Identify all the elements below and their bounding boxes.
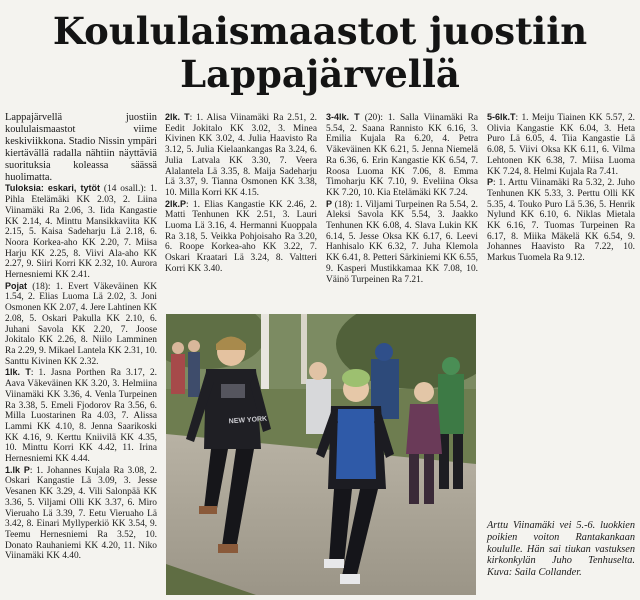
results-text — [326, 112, 478, 285]
results-body: : 1. Meiju Tiainen KK 5.57, 2. Olivia Kangastie KK 6.04, 3. Heta Puro Lä 6.05, 4. Tiia Kangastie Lä 6.08, 5. Viivi Oksa KK 6.11, 6. Vilma Lehtonen KK 6.38, 7. Miisa Luoma KK 7.24, 8. Helmi Kujala Ra 7.41. — [487, 113, 635, 177]
results-text — [5, 183, 157, 562]
results-heading: 5-6lk.T — [487, 112, 516, 122]
results-heading: 2lk. T — [165, 112, 190, 122]
results-heading: 1lk. T — [5, 367, 31, 378]
results-body: : 1. Arttu Viinamäki Ra 5.32, 2. Juho Tenhunen KK 5.33, 3. Perttu Olli KK 5.35, 4. Touko Puro Lä 5.36, 5. Henrik Nylund KK 6.10, 6. Niklas Mietala KK 6.16, 7. Tuomas Turpeinen Ra 6.17, 8. Miika Mäkelä KK 6.54, 9. Johannes Haavisto Ra 7.22, 10. Markus Tuomela Ra 9.12. — [487, 178, 635, 264]
results-paragraph — [165, 112, 317, 199]
results-paragraph — [165, 199, 317, 275]
results-body: : 1. Alisa Viinamäki Ra 2.51, 2. Eedit Jokitalo KK 3.02, 3. Minea Kivinen KK 3.02, 4. Julia Haavisto Ra 3.12, 5. Julia Kielaankangas Ra 3.24, 6. Julia Latvala KK 3.30, 7. Veera Alalantela Lä 3.35, 8. Maija Sadeharju Lä 3.37, 9. Tianna Osmonen KK 3.38, 10. Milla Korri KK 4.15. — [165, 113, 317, 198]
results-body: : 1. Johannes Kujala Ra 3.08, 2. Oskari Kangastie Lä 3.09, 3. Jesse Vesanen KK 3.29, 4. Vili Salonpää KK 3.36, 5. Viljami Olli KK 3.37, 6. Miro Vieruaho Lä 3.39, 7. Eetu Vieruaho Lä 3.42, 8. Einari Myllyperkiö KK 3.54, 9. Teemu Hernesniemi Ra 3.52, 10. Donato Rauhaniemi KK 4.20, 11. Niko Viinamäki KK 4.40. — [5, 465, 157, 562]
results-heading: P — [326, 198, 333, 209]
headline-line-2: Lappajärvellä — [180, 52, 460, 96]
results-body: (18): 1. Viljami Turpeinen Ra 5.54, 2. Aleksi Savola KK 5.54, 3. Jaakko Tenhunen KK 6.08, 4. Slava Lukin KK 6.14, 5. Jesse Oksa KK 6.17, 6. Leevi Hanhisalo KK 6.32, 7. Juha Klemola KK 6.41, 8. Petteri Särkiniemi KK 6.55, 9. Kasperi Mustikkamaa KK 7.08, 10. Väinö Turpeinen Ra 7.21. — [326, 199, 478, 285]
race-photo-illustration — [166, 314, 476, 595]
race-photo — [166, 314, 476, 595]
results-text — [487, 112, 635, 264]
lead-paragraph: Lappajärvellä juostiin koululaismaastot viime keskiviikkona. Stadio Nissin ympäri kiertävällä radalla nähtiin näyttäviä suorituksia koleassa säässä huolimatta. — [5, 112, 157, 183]
photo-caption: Arttu Viinamäki vei 5.-6. luokkien poikien voiton Rantakankaan koululle. Hän sai tiukan vastuksen kirkonkylän Juho Tenhuselta. Kuva: Saila Collander. — [487, 520, 635, 579]
results-text — [165, 112, 317, 275]
results-body: : 1. Elias Kangastie KK 2.46, 2. Matti Tenhunen KK 2.51, 3. Lauri Luoma Lä 3.16, 4. Hermanni Kuoppala Ra 3.18, 5. Veikka Pohjoisaho Ra 3.20, 6. Roope Korkea-aho KK 3.22, 7. Oskari Kraatari Lä 3.24, 8. Valtteri Korri KK 3.40. — [165, 199, 317, 274]
results-heading: Pojat — [5, 280, 28, 291]
results-paragraph — [5, 367, 157, 464]
results-paragraph — [5, 281, 157, 368]
results-heading: 3-4lk. T — [326, 112, 360, 122]
results-heading: P — [487, 177, 494, 188]
article-column-2 — [165, 112, 317, 275]
results-paragraph — [326, 112, 478, 199]
results-body: (14 osall.): 1. Pihla Etelämäki KK 2.03, 2. Liina Viinamäki Ra 2.06, 3. Iida Kangastie KK 2.14, 4. Minttu Mansikkaviita KK 2.15, 5. Kaisa Sadeharju Lä 2.18, 6. Noora Korkea-aho KK 2.20, 7. Miisa Harju KK 2.25, 8. Viivi Ala-aho KK 2.27, 9. Siiri Korri KK 2.32, 10. Aurora Hernesniemi KK 2.41. — [5, 184, 157, 281]
headline-line-1: Koululaismaastot juostiin — [52, 9, 588, 53]
results-paragraph — [5, 465, 157, 562]
results-paragraph — [5, 183, 157, 280]
results-heading: 2lk.P — [165, 198, 187, 209]
results-body: (20): 1. Salla Viinamäki Ra 5.54, 2. Saana Rannisto KK 6.16, 3. Emilia Kujala Ra 6.20, 4. Petra Väkeväinen KK 6.21, 5. Jenna Niemelä Ra 6.36, 6. Erin Kangastie KK 6.54, 7. Roosa Luoma KK 7.06, 8. Emma Timoharju KK 7.10, 9. Eveliina Oksa KK 7.20, 10. Kia Etelämäki KK 7.24. — [326, 113, 478, 198]
article-column-3 — [326, 112, 478, 285]
headline — [10, 10, 630, 96]
article-column-1 — [5, 112, 157, 598]
jersey-print: NEW YORK — [228, 415, 268, 426]
article-column-4 — [487, 112, 635, 264]
results-paragraph — [487, 177, 635, 264]
results-heading: Tuloksia: eskari, tytöt — [5, 183, 100, 194]
results-body: (18): 1. Evert Väkeväinen KK 1.54, 2. Elias Luoma Lä 2.02, 3. Joni Osmonen KK 2.07, 4. Jere Lahtinen KK 2.08, 5. Oskari Pakulla KK 2.10, 6. Juhani Savola KK 2.20, 7. Joose Jokitalo KK 2.26, 8. Niilo Lamminen Ra 2.29, 9. Mikael Lantela KK 2.31, 10. Santtu Kivinen KK 2.32. — [5, 281, 157, 367]
results-body: : 1. Jasna Porthen Ra 3.17, 2. Aava Väkeväinen KK 3.20, 3. Helmiina Viinamäki KK 3.36, 4. Venla Turpeinen Ra 3.38, 5. Emeli Fjodorov Ra 3.56, 6. Milla Luostarinen Ra 4.03, 7. Alissa Lammi KK 4.10, 8. Jenna Saarikoski KK 4.16, 9. Kerttu Kniivilä KK 4.35, 10. Minttu Korri KK 4.42, 11. Irina Hernesniemi KK 4.44. — [5, 368, 157, 465]
results-heading: 1.lk P — [5, 464, 30, 475]
results-paragraph — [326, 199, 478, 286]
results-paragraph — [487, 112, 635, 177]
